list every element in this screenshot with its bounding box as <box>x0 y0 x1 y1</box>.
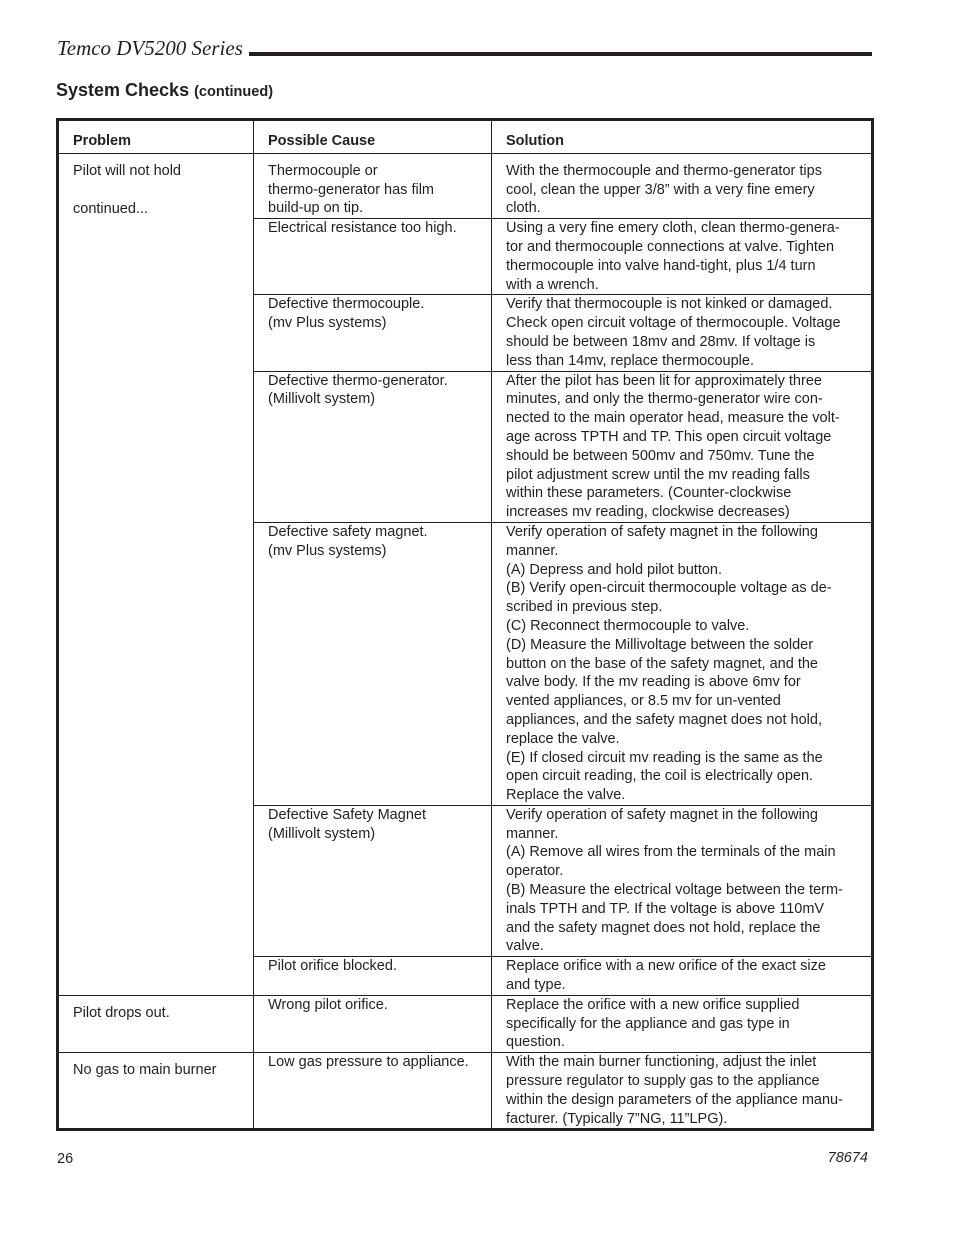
cause-text-line: build-up on tip. <box>268 200 364 217</box>
problem-cell <box>58 995 254 1052</box>
solution-text-line: should be between 500mv and 750mv. Tune the <box>506 447 815 464</box>
column-header-cause: Possible Cause <box>254 120 492 154</box>
solution-text-line: valve body. If the mv reading is above 6mv for <box>506 674 801 691</box>
solution-text-line: minutes, and only the thermo-generator wire con- <box>506 391 823 408</box>
solution-text-line: manner. <box>506 825 559 842</box>
solution-text-line: specifically for the appliance and gas type in <box>506 1015 790 1032</box>
solution-text-line: question. <box>506 1034 565 1051</box>
page-number: 26 <box>57 1151 74 1167</box>
solution-text-line: Using a very fine emery cloth, clean thermo-genera- <box>506 220 840 237</box>
solution-cell <box>492 371 873 522</box>
solution-text-line: valve. <box>506 938 544 955</box>
solution-text-line: manner. <box>506 542 559 559</box>
solution-text-line: pilot adjustment screw until the mv reading falls <box>506 466 810 483</box>
solution-cell <box>492 295 873 371</box>
solution-text-line: open circuit reading, the coil is electrically open. <box>506 768 814 785</box>
table-row <box>58 1053 873 1130</box>
solution-text-line: (C) Reconnect thermocouple to valve. <box>506 617 750 634</box>
cause-cell <box>254 805 492 956</box>
solution-text-line: should be between 18mv and 28mv. If voltage is <box>506 333 816 350</box>
solution-text-line: With the thermocouple and thermo-generator tips <box>506 162 822 179</box>
cause-text-line: Pilot orifice blocked. <box>268 958 397 975</box>
solution-text-line: appliances, and the safety magnet does not hold, <box>506 711 822 728</box>
cause-text-line: (mv Plus systems) <box>268 542 387 559</box>
problem-text-line <box>73 181 251 200</box>
problem-text-line: No gas to main burner <box>73 1062 217 1079</box>
solution-text-line: Verify operation of safety magnet in the following <box>506 523 818 540</box>
cause-cell <box>254 1053 492 1130</box>
solution-text-line: tor and thermocouple connections at valve. Tighten <box>506 238 835 255</box>
cause-cell <box>254 219 492 295</box>
header-rule <box>249 52 872 56</box>
cause-text-line: (mv Plus systems) <box>268 315 387 332</box>
solution-text-line: (B) Verify open-circuit thermocouple voltage as de- <box>506 580 832 597</box>
solution-text-line: thermocouple into valve hand-tight, plus 1/4 turn <box>506 257 816 274</box>
solution-text-line: replace the valve. <box>506 730 620 747</box>
solution-text-line: within the design parameters of the appliance manu- <box>506 1091 843 1108</box>
solution-text-line: inals TPTH and TP. If the voltage is above 110mV <box>506 900 825 917</box>
solution-cell <box>492 995 873 1052</box>
solution-text-line: with a wrench. <box>506 276 599 293</box>
problem-cell <box>58 153 254 995</box>
cause-cell <box>254 522 492 805</box>
cause-text-line: Defective thermo-generator. <box>268 372 448 389</box>
solution-text-line: (D) Measure the Millivoltage between the solder <box>506 636 814 653</box>
solution-text-line: After the pilot has been lit for approximately three <box>506 372 822 389</box>
table-header-row <box>58 120 873 154</box>
section-title-text: System Checks <box>56 80 190 100</box>
cause-cell <box>254 995 492 1052</box>
solution-text-line: (A) Remove all wires from the terminals of the main <box>506 844 836 861</box>
document-header-title: Temco DV5200 Series <box>57 36 243 60</box>
document-number: 78674 <box>827 1150 868 1166</box>
solution-text-line: cool, clean the upper 3/8” with a very fine emery <box>506 181 815 198</box>
solution-text-line: With the main burner functioning, adjust the inlet <box>506 1054 817 1071</box>
cause-text-line: Defective safety magnet. <box>268 523 428 540</box>
solution-cell <box>492 153 873 218</box>
solution-text-line: scribed in previous step. <box>506 599 663 616</box>
solution-text-line: Replace the valve. <box>506 787 626 804</box>
troubleshooting-table-wrapper <box>56 118 871 1131</box>
cause-text-line: (Millivolt system) <box>268 825 376 842</box>
cause-text-line: (Millivolt system) <box>268 391 376 408</box>
solution-cell <box>492 957 873 996</box>
solution-text-line: and type. <box>506 977 566 994</box>
solution-text-line: Verify operation of safety magnet in the following <box>506 806 818 823</box>
cause-text-line: Defective Safety Magnet <box>268 806 426 823</box>
cause-cell <box>254 957 492 996</box>
solution-text-line: cloth. <box>506 200 541 217</box>
solution-text-line: vented appliances, or 8.5 mv for un-vented <box>506 693 781 710</box>
problem-text-line: Pilot drops out. <box>73 1004 170 1021</box>
cause-text-line: Wrong pilot orifice. <box>268 996 388 1013</box>
section-title <box>56 80 273 101</box>
solution-cell <box>492 1053 873 1130</box>
solution-text-line: Check open circuit voltage of thermocouple. Voltage <box>506 315 841 332</box>
solution-text-line: facturer. (Typically 7”NG, 11”LPG). <box>506 1110 728 1127</box>
solution-text-line: and the safety magnet does not hold, replace the <box>506 919 821 936</box>
solution-text-line: age across TPTH and TP. This open circuit voltage <box>506 428 832 445</box>
solution-text-line: less than 14mv, replace thermocouple. <box>506 352 754 369</box>
solution-cell <box>492 805 873 956</box>
column-header-solution: Solution <box>492 120 873 154</box>
cause-text-line: thermo-generator has film <box>268 181 435 198</box>
table-row <box>58 153 873 218</box>
cause-text-line: Electrical resistance too high. <box>268 220 457 237</box>
troubleshooting-table <box>56 118 874 1131</box>
solution-text-line: Verify that thermocouple is not kinked or damaged. <box>506 296 833 313</box>
solution-text-line: (A) Depress and hold pilot button. <box>506 561 723 578</box>
solution-text-line: Replace orifice with a new orifice of the exact size <box>506 958 826 975</box>
column-header-problem: Problem <box>58 120 254 154</box>
table-row <box>58 995 873 1052</box>
cause-text-line: Defective thermocouple. <box>268 296 425 313</box>
solution-text-line: pressure regulator to supply gas to the appliance <box>506 1073 820 1090</box>
solution-text-line: nected to the main operator head, measure the volt- <box>506 410 840 427</box>
cause-cell <box>254 295 492 371</box>
solution-text-line: within these parameters. (Counter-clockwise <box>506 485 792 502</box>
solution-text-line: Replace the orifice with a new orifice supplied <box>506 996 800 1013</box>
solution-text-line: increases mv reading, clockwise decreases) <box>506 504 790 521</box>
solution-text-line: (B) Measure the electrical voltage between the term- <box>506 882 843 899</box>
solution-text-line: button on the base of the safety magnet, and the <box>506 655 818 672</box>
problem-cell <box>58 1053 254 1130</box>
cause-text-line: Thermocouple or <box>268 162 378 179</box>
solution-cell <box>492 522 873 805</box>
cause-cell <box>254 153 492 218</box>
section-continued-label: (continued) <box>194 84 274 100</box>
solution-text-line: operator. <box>506 863 564 880</box>
solution-text-line: (E) If closed circuit mv reading is the same as the <box>506 749 823 766</box>
cause-text-line: Low gas pressure to appliance. <box>268 1054 469 1071</box>
problem-text-line: Pilot will not hold <box>73 162 181 179</box>
cause-cell <box>254 371 492 522</box>
solution-cell <box>492 219 873 295</box>
problem-text-line: continued... <box>73 200 148 217</box>
table-body <box>58 153 873 1130</box>
